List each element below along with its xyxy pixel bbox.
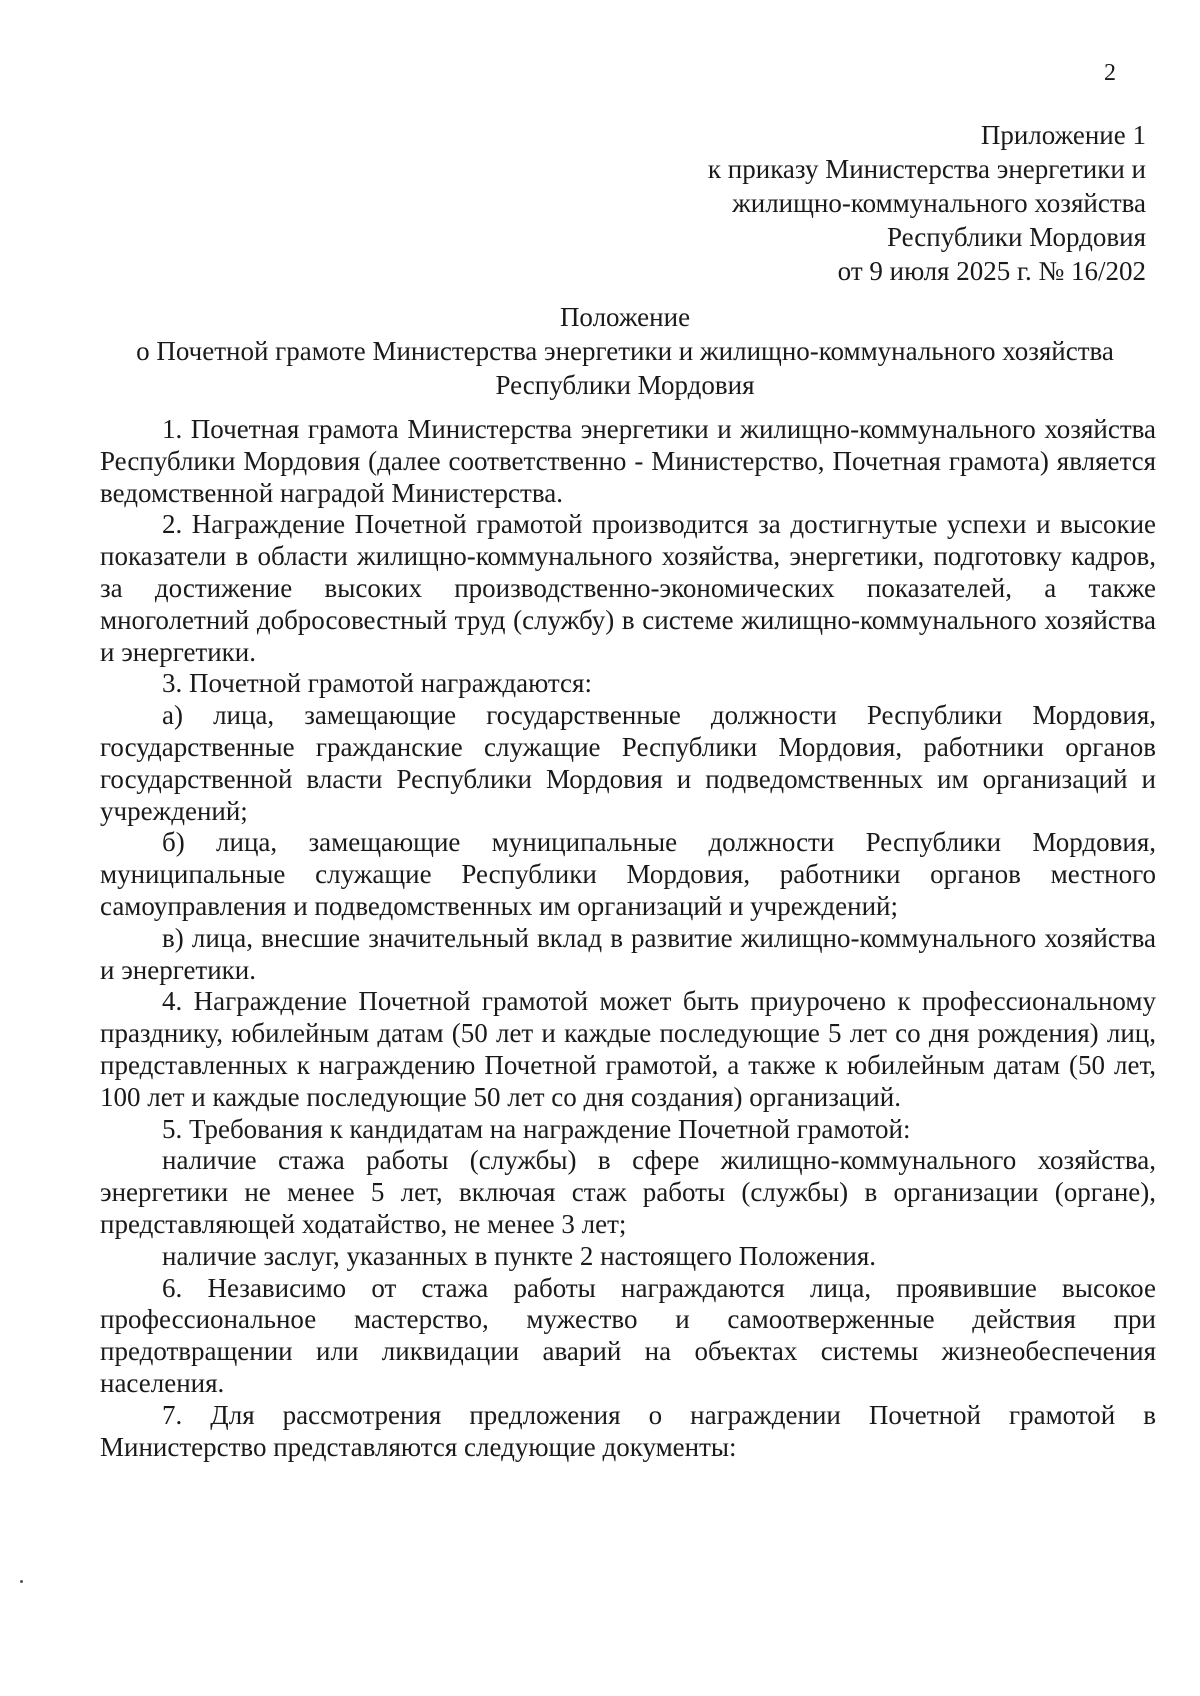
- paragraph-3b: б) лица, замещающие муниципальные должности Республики Мордовия, муниципальные служащие Республики Мордовия, работники органов местного самоуправления и подведомственных им организаций и учреждений;: [100, 827, 1156, 921]
- title-line: Республики Мордовия: [495, 370, 755, 400]
- appendix-line: жилищно-коммунального хозяйства: [732, 188, 1146, 218]
- document-title: [100, 300, 1150, 402]
- paragraph-3c: в) лица, внесшие значительный вклад в развитие жилищно-коммунального хозяйства и энергетики.: [100, 922, 1156, 985]
- document-body: [100, 414, 1156, 1463]
- appendix-line: от 9 июля 2025 г. № 16/202: [837, 256, 1146, 286]
- paragraph-2: 2. Награждение Почетной грамотой производится за достигнутые успехи и высокие показатели в области жилищно-коммунального хозяйства, энергетики, подготовку кадров, за достижение высоких производственно-экономических показателей, а также многолетний добросовестный труд (службу) в системе жилищно-коммунального хозяйства и энергетики.: [100, 509, 1156, 667]
- paragraph-4: 4. Награждение Почетной грамотой может быть приурочено к профессиональному празднику, юбилейным датам (50 лет и каждые последующие 5 лет со дня рождения) лиц, представленных к награждению Почетной грамотой, а также к юбилейным датам (50 лет, 100 лет и каждые последующие 50 лет со дня создания) организаций.: [100, 986, 1156, 1112]
- title-line: о Почетной грамоте Министерства энергетики и жилищно-коммунального хозяйства: [136, 336, 1114, 366]
- paragraph-1: 1. Почетная грамота Министерства энергетики и жилищно-коммунального хозяйства Республики Мордовия (далее соответственно - Министерство, Почетная грамота) является ведомственной наградой Министерства.: [100, 414, 1156, 508]
- appendix-line: Республики Мордовия: [886, 222, 1146, 252]
- title-line: Положение: [559, 302, 691, 332]
- appendix-line: к приказу Министерства энергетики и: [707, 154, 1146, 184]
- paragraph-7: 7. Для рассмотрения предложения о награждении Почетной грамотой в Министерство представляются следующие документы:: [100, 1399, 1156, 1462]
- paragraph-5-item-2: наличие заслуг, указанных в пункте 2 настоящего Положения.: [162, 1240, 877, 1271]
- paragraph-3: 3. Почетной грамотой награждаются:: [162, 668, 592, 699]
- scan-margin-dot: [20, 1580, 23, 1583]
- appendix-line: Приложение 1: [980, 120, 1146, 150]
- paragraph-5: 5. Требования к кандидатам на награждение Почетной грамотой:: [162, 1113, 911, 1144]
- page-number: 2: [1104, 60, 1116, 86]
- paragraph-6: 6. Независимо от стажа работы награждаются лица, проявившие высокое профессиональное мастерство, мужество и самоотверженные действия при предотвращении или ликвидации аварий на объектах системы жизнеобеспечения населения.: [100, 1272, 1156, 1398]
- paragraph-5-item-1: наличие стажа работы (службы) в сфере жилищно-коммунального хозяйства, энергетики не менее 5 лет, включая стаж работы (службы) в организации (органе), представляющей ходатайство, не менее 3 лет;: [100, 1145, 1156, 1239]
- paragraph-3a: а) лица, замещающие государственные должности Республики Мордовия, государственные гражданские служащие Республики Мордовия, работники органов государственной власти Республики Мордовия и подведомственных им организаций и учреждений;: [100, 700, 1156, 826]
- appendix-header: [506, 118, 1146, 288]
